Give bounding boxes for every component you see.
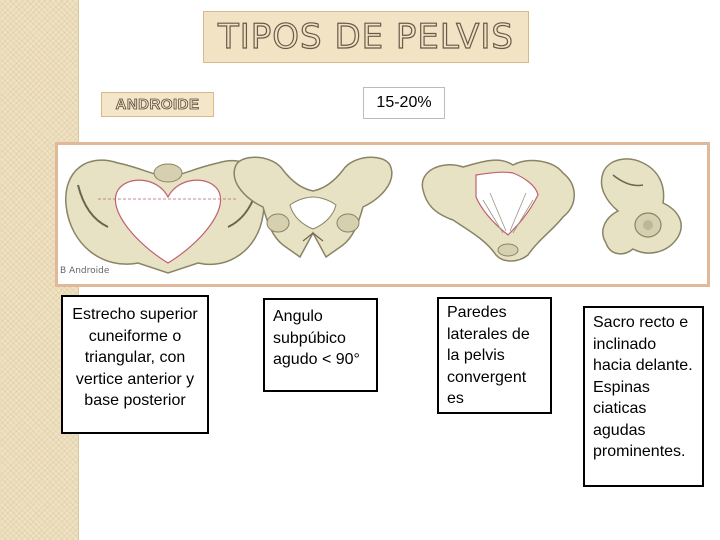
percentage-box: 15-20% <box>363 87 445 119</box>
pelvis-figure-frame <box>55 142 710 287</box>
side-walls-description: Paredes laterales de la pelvis convergent es <box>437 297 552 414</box>
title-box <box>203 11 529 63</box>
pelvis-lateral-view <box>601 159 681 254</box>
page-title: TIPOS DE PELVIS <box>218 17 514 57</box>
pelvis-type-box <box>101 92 214 117</box>
subpubic-angle-description: Angulo subpúbico agudo < 90° <box>263 298 378 392</box>
pelvis-type-label: ANDROIDE <box>115 96 200 113</box>
sacrum-description: Sacro recto e inclinado hacia delante. Espinas ciaticas agudas prominentes. <box>583 306 704 487</box>
figure-caption: B Androide <box>60 266 110 276</box>
pelvis-illustrations <box>58 145 707 284</box>
pelvis-inferior-view <box>422 160 574 261</box>
inlet-description: Estrecho superior cuneiforme o triangular, con vertice anterior y base posterior <box>61 295 209 434</box>
